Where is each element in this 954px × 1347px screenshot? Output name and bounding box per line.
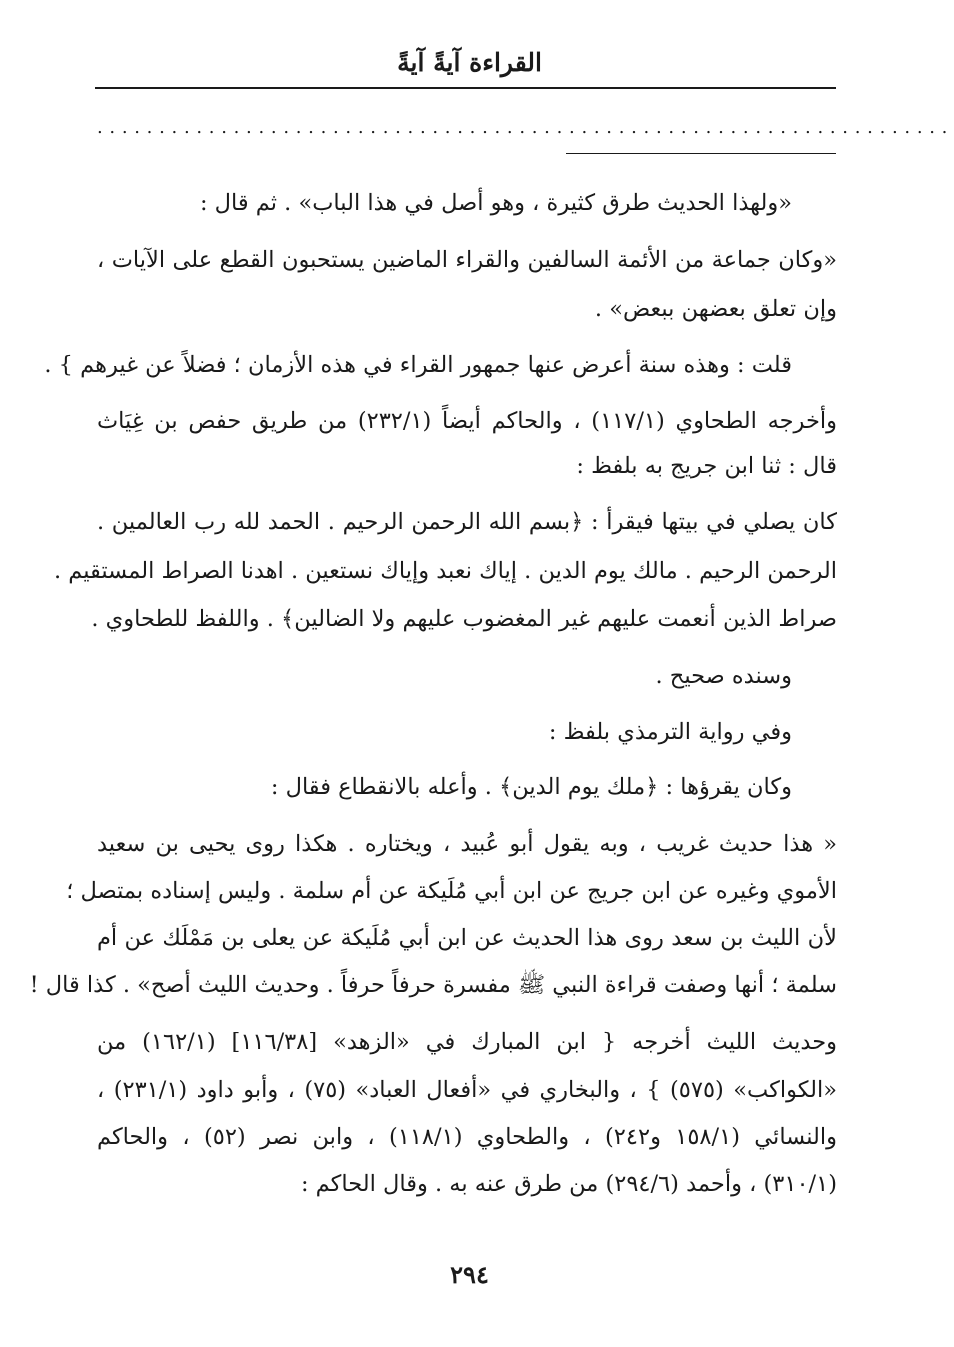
text-line-6: قال : ثنا ابن جريج به بلفظ :: [576, 453, 837, 479]
text-line-20: (٣١٠/١) ، وأحمد (٢٩٤/٦) من طرق عنه به . وقال الحاكم :: [300, 1171, 837, 1197]
text-line-13: « هذا حديث غريب ، وبه يقول أبو عُبيد ، ويختاره . هكذا روى يحيى بن سعيد: [97, 831, 837, 857]
page-number: ٢٩٤: [450, 1260, 489, 1289]
text-line-10: وسنده صحيح .: [655, 663, 792, 689]
text-line-1: «ولهذا الحديث طرق كثيرة ، وهو أصل في هذا الباب» . ثم قال :: [199, 190, 792, 216]
separator-rule: [566, 153, 836, 154]
header-rule: [95, 87, 836, 89]
text-line-17: وحديث الليث أخرجه { ابن المبارك في «الزهد» [١١٦/٣٨] (١٦٢/١) من: [97, 1029, 837, 1055]
text-line-2: «وكان جماعة من الأئمة السالفين والقراء الماضين يستحبون القطع على الآيات ،: [97, 247, 837, 273]
text-line-5: وأخرجه الطحاوي (١١٧/١) ، والحاكم أيضاً (٢٣٢/١) من طريق حفص بن غِيَاث: [97, 408, 837, 434]
dotted-separator: .....................................................................: [97, 117, 954, 138]
text-line-18: «الكواكب» (٥٧٥) } ، والبخاري في «أفعال العباد» (٧٥) ، وأبو داود (٢٣١/١) ،: [97, 1077, 837, 1103]
text-line-3: وإن تعلق بعضهن ببعض» .: [594, 296, 837, 322]
text-line-9: صراط الذين أنعمت عليهم غير المغضوب عليهم ولا الضالين﴾ . واللفظ للطحاوي .: [91, 606, 837, 632]
text-line-8: الرحمن الرحيم . مالك يوم الدين . إياك نعبد وإياك نستعين . اهدنا الصراط المستقيم .: [53, 558, 837, 584]
text-line-4: قلت : وهذه سنة أعرض عنها جمهور القراء في هذه الأزمان ؛ فضلاً عن غيرهم } .: [44, 352, 792, 378]
running-title: القراءة آيةً آيةً: [397, 48, 542, 77]
text-line-15: لأن الليث بن سعد روى هذا الحديث عن ابن أبي مُلَيكة عن يعلى بن مَمْلَك عن أم: [97, 925, 837, 951]
text-line-12: وكان يقرؤها : ﴿ملك يوم الدين﴾ . وأعله بالانقطاع فقال :: [270, 774, 792, 800]
text-line-7: كان يصلي في بيتها فيقرأ : ﴿بسم الله الرحمن الرحيم . الحمد لله رب العالمين .: [97, 509, 837, 535]
text-line-16: سلمة ؛ أنها وصفت قراءة النبي ﷺ مفسرة حرفاً حرفاً . وحديث الليث أصح» . كذا قال !: [29, 972, 837, 998]
text-line-19: والنسائي (١٥٨/١ و٢٤٢) ، والطحاوي (١١٨/١) ، وابن نصر (٥٢) ، والحاكم: [97, 1124, 838, 1150]
text-line-14: الأموي وغيره عن ابن جريج عن ابن أبي مُلَيكة عن أم سلمة . وليس إسناده بمتصل ؛: [66, 878, 837, 904]
text-line-11: وفي رواية الترمذي بلفظ :: [548, 719, 792, 745]
